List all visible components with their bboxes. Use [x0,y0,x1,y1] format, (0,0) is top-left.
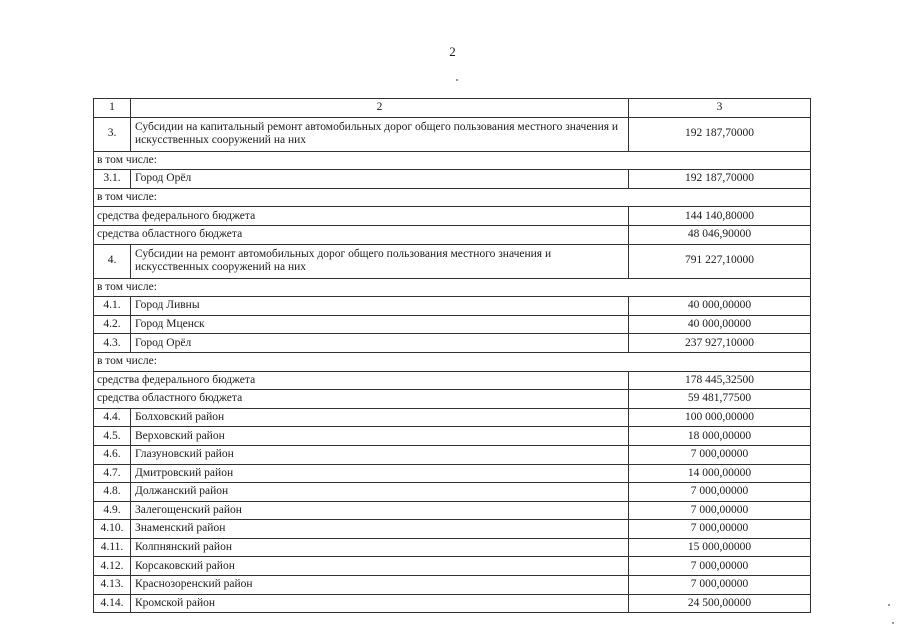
amount-cell: 192 187,70000 [629,117,811,151]
row-name-cell: Город Мценск [131,315,629,334]
amount-cell: 7 000,00000 [629,445,811,464]
budget-source-row [94,371,811,390]
table-header-row [94,99,811,118]
row-number-cell: 4. [94,244,131,278]
source-name-cell: средства областного бюджета [94,390,629,409]
amount-cell: 192 187,70000 [629,170,811,189]
row-number-cell: 3. [94,117,131,151]
source-name-cell: средства федерального бюджета [94,207,629,226]
subheading-cell: в том числе: [94,278,811,297]
table-row [94,297,811,316]
budget-source-row [94,390,811,409]
row-name-cell: Знаменский район [131,520,629,539]
row-name-cell: Субсидии на ремонт автомобильных дорог общего пользования местного значения и искусственных сооружений на них [131,244,629,278]
subheading-cell: в том числе: [94,188,811,207]
row-name-cell: Колпнянский район [131,538,629,557]
row-number-cell: 4.5. [94,427,131,446]
table-row [94,594,811,613]
amount-cell: 40 000,00000 [629,315,811,334]
row-number-cell: 4.10. [94,520,131,539]
row-number-cell: 3.1. [94,170,131,189]
amount-cell: 237 927,10000 [629,334,811,353]
amount-cell: 40 000,00000 [629,297,811,316]
row-name-cell: Должанский район [131,483,629,502]
row-number-cell: 4.11. [94,538,131,557]
header-cell-3: 3 [629,99,811,118]
row-name-cell: Дмитровский район [131,464,629,483]
subheading-cell: в том числе: [94,352,811,371]
source-name-cell: средства федерального бюджета [94,371,629,390]
amount-cell: 24 500,00000 [629,594,811,613]
amount-cell: 59 481,77500 [629,390,811,409]
row-name-cell: Верховский район [131,427,629,446]
budget-source-row [94,207,811,226]
subheading-row [94,151,811,170]
table-row [94,408,811,427]
row-name-cell: Болховский район [131,408,629,427]
row-number-cell: 4.9. [94,501,131,520]
amount-cell: 7 000,00000 [629,520,811,539]
row-number-cell: 4.14. [94,594,131,613]
source-name-cell: средства областного бюджета [94,225,629,244]
scan-speck [888,604,890,606]
amount-cell: 7 000,00000 [629,483,811,502]
scan-speck [892,622,894,624]
row-name-cell: Корсаковский район [131,557,629,576]
amount-cell: 144 140,80000 [629,207,811,226]
row-number-cell: 4.1. [94,297,131,316]
table-row [94,315,811,334]
table-row [94,520,811,539]
table-row [94,445,811,464]
table-row [94,483,811,502]
row-name-cell: Залегощенский район [131,501,629,520]
row-number-cell: 4.6. [94,445,131,464]
amount-cell: 7 000,00000 [629,576,811,595]
row-name-cell: Город Орёл [131,170,629,189]
row-name-cell: Город Ливны [131,297,629,316]
page-number: 2 [449,44,456,59]
row-number-cell: 4.4. [94,408,131,427]
table-row [94,244,811,278]
table-row [94,576,811,595]
row-name-cell: Краснозоренский район [131,576,629,595]
subheading-cell: в том числе: [94,151,811,170]
amount-cell: 18 000,00000 [629,427,811,446]
budget-source-row [94,225,811,244]
header-cell-1: 1 [94,99,131,118]
subheading-row [94,352,811,371]
row-number-cell: 4.13. [94,576,131,595]
row-number-cell: 4.8. [94,483,131,502]
scan-speck [456,79,458,81]
amount-cell: 15 000,00000 [629,538,811,557]
subheading-row [94,278,811,297]
row-number-cell: 4.3. [94,334,131,353]
amount-cell: 14 000,00000 [629,464,811,483]
amount-cell: 791 227,10000 [629,244,811,278]
row-number-cell: 4.12. [94,557,131,576]
table-row [94,557,811,576]
table-row [94,427,811,446]
table-row [94,117,811,151]
amount-cell: 48 046,90000 [629,225,811,244]
row-name-cell: Глазуновский район [131,445,629,464]
amount-cell: 178 445,32500 [629,371,811,390]
table-row [94,464,811,483]
amount-cell: 100 000,00000 [629,408,811,427]
row-number-cell: 4.7. [94,464,131,483]
table-body [94,99,811,613]
table-row [94,170,811,189]
subheading-row [94,188,811,207]
row-name-cell: Город Орёл [131,334,629,353]
table-row [94,501,811,520]
amount-cell: 7 000,00000 [629,501,811,520]
header-cell-2: 2 [131,99,629,118]
subsidy-table [93,98,811,613]
table-row [94,334,811,353]
table-row [94,538,811,557]
row-name-cell: Субсидии на капитальный ремонт автомобильных дорог общего пользования местного значения и искусственных сооружений на них [131,117,629,151]
row-number-cell: 4.2. [94,315,131,334]
amount-cell: 7 000,00000 [629,557,811,576]
row-name-cell: Кромской район [131,594,629,613]
